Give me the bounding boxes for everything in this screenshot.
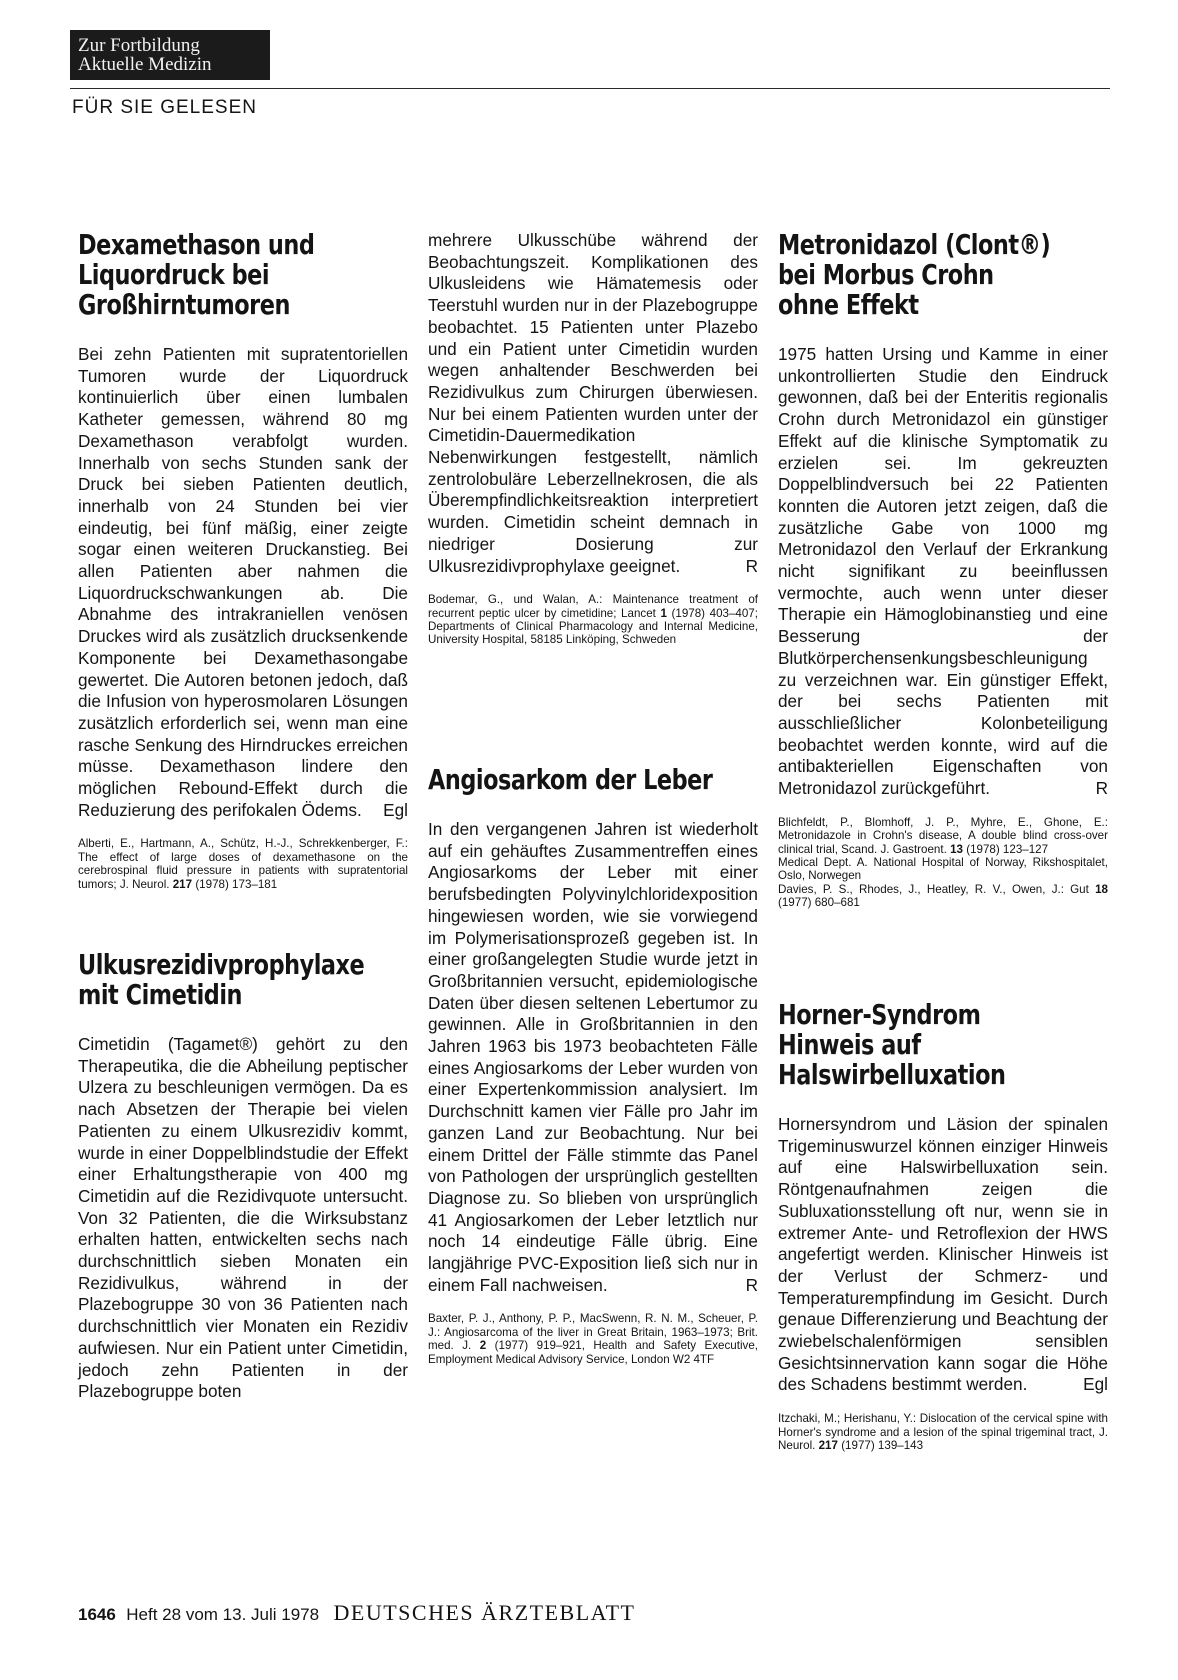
reference (778, 1412, 1108, 1452)
reference-text: Baxter, P. J., Anthony, P. P., MacSwenn, R. N. M., Scheuer, P. J.: Angiosarcoma of the liver in Great Britain, 1963–1973; Brit. med. J. (428, 1312, 758, 1353)
issue-info: Heft 28 vom 13. Juli 1978 (126, 1605, 320, 1624)
article-title (78, 950, 408, 1010)
reference-text: Blichfeldt, P., Blomhoff, J. P., Myhre, E., Ghone, E.: Metronidazole in Crohn's disease, A double blind cross-over clinical trial, Scand. J. Gastroent. (778, 815, 1108, 856)
section-label-line2: Aktuelle Medizin (78, 54, 212, 75)
article-horner (778, 1000, 1108, 1452)
reference-text: (1978) 123–127 (966, 842, 1049, 856)
column-1 (78, 230, 408, 1403)
reference-text: Alberti, E., Hartmann, A., Schütz, H.-J., Schrekkenberger, F.: The effect of large doses of dexamethasone on the cerebrospinal fluid pressure in patients with supratentorial tumors; J. Neurol. (78, 837, 408, 891)
reference (428, 1312, 758, 1366)
author-signature: Egl (1083, 1374, 1108, 1395)
reference (78, 837, 408, 891)
article-dexamethason (78, 230, 408, 950)
page-footer (78, 1600, 635, 1626)
journal-name: DEUTSCHES ÄRZTEBLATT (333, 1600, 636, 1625)
title-line: Hinweis auf (778, 1028, 921, 1061)
reference-volume: 18 (1095, 882, 1108, 896)
article-body (778, 344, 1108, 800)
header-rule (70, 88, 1110, 89)
reference-text: (1977) 680–681 (778, 896, 860, 910)
article-body (428, 819, 758, 1296)
reference-volume: 217 (818, 1438, 838, 1452)
title-line: Horner-Syndrom (778, 998, 981, 1031)
author-signature: R (745, 555, 758, 576)
reference (428, 593, 758, 647)
reference-volume: 217 (172, 877, 193, 891)
article-title (78, 230, 408, 320)
reference (778, 816, 1108, 910)
article-body (428, 230, 758, 577)
reference-volume: 2 (479, 1339, 487, 1353)
title-line: Großhirntumoren (78, 288, 290, 321)
body-text: Cimetidin (Tagamet®) gehört zu den Therapeutika, die die Abheilung peptischer Ulzera zu beschleunigen vermögen. Da es nach Absetzen der Therapie bei vielen Patienten zu einem Ulkusrezidiv kommt, wurde in einer Doppelblindstudie der Effekt einer Erhaltungstherapie von 400 mg Cimetidin auf die Rezidivquote untersucht. Von 32 Patienten, die die Wirksubstanz erhalten hatten, entwickelten sechs nach durchschnittlich sieben Monaten ein Rezidivulkus, während in der Plazebogruppe 30 von 36 Patienten nach durchschnittlich vier Monaten ein Rezidiv aufwiesen. Nur ein Patient unter Cimetidin, jedoch zehn Patienten in der Plazebogruppe boten (78, 1034, 408, 1402)
article-ulkus-continued (428, 230, 758, 765)
article-title (778, 1000, 1108, 1090)
author-signature: R (745, 1274, 758, 1295)
reference-text: (1977) 139–143 (841, 1438, 924, 1452)
column-2 (428, 230, 758, 1366)
body-text: mehrere Ulkusschübe während der Beobachtungszeit. Komplikationen des Ulkusleidens wie Hämatemesis oder Teerstuhl wurden nur in der Plazebogruppe beobachtet. 15 Patienten unter Plazebo und ein Patient unter Cimetidin wurden wegen anhaltender Beschwerden bei Rezidivulkus zum Chirurgen überwiesen. Nur bei einem Patienten wurden unter der Cimetidin-Dauermedikation Nebenwirkungen festgestellt, nämlich zentrolobuläre Leberzellnekrosen, die als Überempfindlichkeitsreaktion interpretiert wurden. Cimetidin scheint demnach in niedriger Dosierung zur Ulkusrezidivprophylaxe geeignet. (428, 230, 758, 576)
column-kicker: FÜR SIE GELESEN (72, 97, 257, 118)
title-line: Angiosarkom der Leber (428, 763, 713, 796)
article-metronidazol (778, 230, 1108, 1000)
body-text: Hornersyndrom und Läsion der spinalen Trigeminuswurzel können einziger Hinweis auf eine Halswirbelluxation sein. Röntgenaufnahmen zeigen die Subluxationsstellung oft nur, wenn sie in extremer Ante- und Retroflexion der HWS angefertigt werden. Klinischer Hinweis ist der Verlust der Schmerz- und Temperaturempfindung im Gesicht. Durch genaue Differenzierung und Beachtung der zwiebelschalenförmigen sensiblen Gesichtsinnervation kann sogar die Höhe des Schadens bestimmt werden. (778, 1114, 1108, 1395)
reference-volume: 13 (950, 842, 963, 856)
article-body (78, 344, 408, 821)
title-line: Liquordruck bei (78, 258, 270, 291)
body-text: Bei zehn Patienten mit supratentoriellen Tumoren wurde der Liquordruck kontinuierlich über einen lumbalen Katheter gemessen, während 80 mg Dexamethason verabfolgt wurden. Innerhalb von sechs Stunden sank der Druck bei sieben Patienten deutlich, innerhalb von 24 Stunden bei vier eindeutig, bei fünf mäßig, einer zeigte sogar einen weiteren Druckanstieg. Bei allen Patienten aber nahmen die Liquordruckschwankungen ab. Die Abnahme des intrakraniellen venösen Druckes wird als zusätzlich drucksenkende Komponente bei Dexamethasongabe gewertet. Die Autoren betonen jedoch, daß die Infusion von hyperosmolaren Lösungen zusätzlich erforderlich sei, wenn man eine rasche Senkung des Hirndruckes erreichen müsse. Dexamethason lindere den möglichen Rebound-Effekt durch die Reduzierung des perifokalen Ödems. (78, 344, 408, 820)
title-line: bei Morbus Crohn (778, 258, 994, 291)
reference-text: Bodemar, G., und Walan, A.: Maintenance treatment of recurrent peptic ulcer by cimetidine; Lancet (428, 593, 758, 620)
title-line: ohne Effekt (778, 288, 919, 321)
author-signature: R (1095, 778, 1108, 799)
article-body (78, 1034, 408, 1403)
title-line: Halswirbelluxation (778, 1058, 1006, 1091)
reference-volume: 1 (660, 606, 667, 620)
title-line: Ulkusrezidivprophylaxe (78, 948, 365, 981)
article-title (428, 765, 758, 795)
title-line: Dexamethason und (78, 228, 315, 261)
reference-text: (1978) 173–181 (195, 877, 278, 891)
title-line: Metronidazol (Clont®) (778, 228, 1051, 261)
author-signature: Egl (383, 799, 408, 820)
article-body (778, 1114, 1108, 1396)
reference-text: (1977) 919–921, Health and Safety Executive, Employment Medical Advisory Service, London W2 4TF (428, 1339, 758, 1366)
title-line: mit Cimetidin (78, 978, 242, 1011)
article-ulkus (78, 950, 408, 1403)
reference-text: (1978) 403–407; Departments of Clinical Pharmacology and Internal Medicine, University Hospital, 58185 Linköping, Schweden (428, 606, 758, 647)
reference-text: Davies, P. S., Rhodes, J., Heatley, R. V., Owen, J.: Gut (778, 882, 1089, 896)
article-angiosarkom (428, 765, 758, 1366)
section-label-box (70, 30, 270, 80)
body-text: 1975 hatten Ursing und Kamme in einer unkontrollierten Studie den Eindruck gewonnen, daß bei der Enteritis regionalis Crohn durch Metronidazol ein günstiger Effekt auf die klinische Symptomatik zu erzielen sei. Im gekreuzten Doppelblindversuch bei 22 Patienten konnten die Autoren jetzt zeigen, daß die zusätzliche Gabe von 1000 mg Metronidazol den Verlauf der Erkrankung nicht signifikant zu beeinflussen vermochte, auch wenn unter dieser Therapie ein Hämoglobinanstieg und eine Besserung der Blutkörperchensenkungsbeschleunigung zu verzeichnen war. Ein günstiger Effekt, der bei sechs Patienten mit ausschließlicher Kolonbeteiligung beobachtet werden konnte, wird auf die antibakteriellen Eigenschaften von Metronidazol zurückgeführt. (778, 344, 1108, 799)
reference-text: Medical Dept. A. National Hospital of Norway, Rikshospitalet, Oslo, Norwegen (778, 855, 1108, 883)
article-title (778, 230, 1108, 320)
column-3 (778, 230, 1108, 1452)
reference-text: Itzchaki, M.; Herishanu, Y.: Dislocation of the cervical spine with Horner's syndrome and a lesion of the spinal trigeminal tract, J. Neurol. (778, 1412, 1108, 1452)
section-label-line1: Zur Fortbildung (78, 35, 200, 56)
page-number: 1646 (78, 1605, 116, 1624)
body-text: In den vergangenen Jahren ist wiederholt auf ein gehäuftes Zusammentreffen eines Angiosarkoms der Leber mit einer berufsbedingten Polyvinylchloridexposition hingewiesen worden, wie sie vorwiegend im Polymerisationsprozeß gegeben ist. In einer großangelegten Studie wurde jetzt in Großbritannien versucht, epidemiologische Daten über diesen seltenen Lebertumor zu gewinnen. Alle in Großbritannien in den Jahren 1963 bis 1973 beobachteten Fälle eines Angiosarkoms der Leber wurden von einer Expertenkommission analysiert. Im Durchschnitt kamen vier Fälle pro Jahr im ganzen Land zur Beobachtung. Nur bei einem Drittel der Fälle stimmte das Panel von Pathologen der ursprünglich gestellten Diagnose zu. So blieben von ursprünglich 41 Angiosarkomen der Leber letztlich nur noch 14 eindeutige Fälle übrig. Eine langjährige PVC-Exposition ließ sich nur in einem Fall nachweisen. (428, 819, 758, 1295)
